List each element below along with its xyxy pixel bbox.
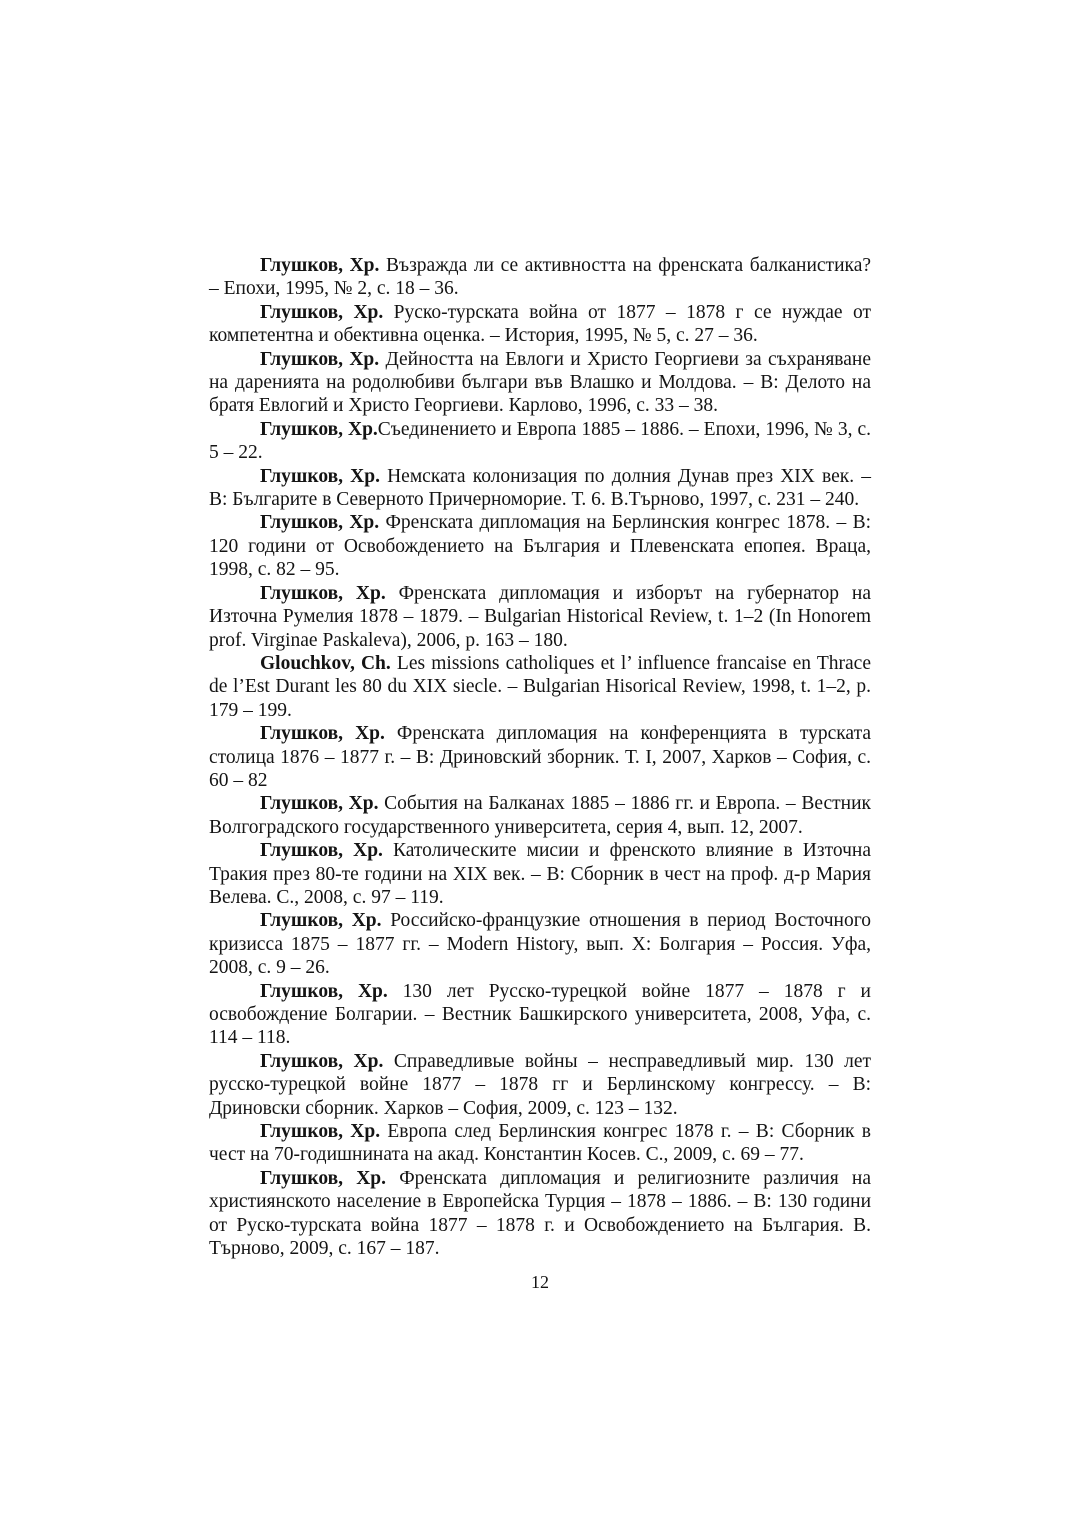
entry-author: Глушков, Хр.	[260, 255, 380, 276]
bibliography-entry	[209, 254, 871, 301]
entry-text: Френската дипломация и религиозните различия на християнското население в Европейска Турция – 1878 – 1886. – В: 130 години от Руско-турската война 1877 – 1878 г. и Освобождението на България. В. Търново, 2009, с. 167 – 187.	[209, 1167, 871, 1260]
entry-author: Глушков, Хр.	[260, 910, 382, 932]
entry-text: Френската дипломация на Берлинския конгрес 1878. – В: 120 години от Освобождението на България и Плевенската епопея. Враца, 1998, с. 82 – 95.	[209, 512, 871, 581]
entry-author: Глушков, Хр.	[260, 418, 378, 440]
entry-author: Глушков, Хр.	[260, 723, 385, 745]
bibliography-list	[209, 254, 871, 1260]
entry-text: 130 лет Русско-турецкой войне 1877 – 1878 г и освобождение Болгарии. – Вестник Башкирского университета, 2008, Уфа, с. 114 – 118.	[209, 980, 871, 1049]
entry-author: Глушков, Хр.	[260, 301, 384, 323]
entry-text: Справедливые войны – несправедливый мир. 130 лет русско-турецкой войне 1877 – 1878 гг и Берлинскому конгрессу. – В: Дриновски сборник. Харков – София, 2009, с. 123 – 132.	[209, 1050, 872, 1119]
entry-text: Дейността на Евлоги и Христо Георгиеви за съхраняване на даренията на родолюбиви българи във Влашко и Молдова. – В: Делото на братя Евлогий и Христо Георгиеви. Карлово, 1996, с. 33 – 38.	[209, 348, 871, 417]
bibliography-entry	[209, 722, 871, 792]
bibliography-entry	[209, 652, 871, 722]
bibliography-entry	[209, 348, 871, 418]
entry-author: Глушков, Хр.	[260, 1121, 381, 1143]
entry-text: Немската колонизация по долния Дунав през XIX век. – В: Българите в Северното Причерноморие. Т. 6. В.Търново, 1997, с. 231 – 240.	[209, 465, 872, 511]
entry-author: Glouchkov, Ch.	[260, 652, 391, 674]
entry-text: Российско-французкие отношения в период Восточного кризисса 1875 – 1877 гг. – Modern History, вып. X: Болгария – Россия. Уфа, 2008, с. 9 – 26.	[209, 910, 871, 979]
entry-author: Глушков, Хр.	[260, 465, 380, 487]
bibliography-entry	[209, 511, 871, 581]
entry-author: Глушков, Хр.	[260, 512, 380, 534]
entry-text: Руско-турската война от 1877 – 1878 г се нуждае от компетентна и обективна оценка. – История, 1995, № 5, с. 27 – 36.	[209, 301, 872, 347]
entry-author: Глушков, Хр.	[260, 348, 380, 370]
entry-author: Глушков, Хр.	[260, 980, 388, 1002]
entry-text: События на Балканах 1885 – 1886 гг. и Европа. – Вестник Волгоградского государственного университета, серия 4, вып. 12, 2007.	[209, 793, 872, 838]
entry-text: Католическите мисии и френското влияние в Източна Тракия през 80-те години на XIX век. – В: Сборник в чест на проф. д-р Мария Велева. С., 2008, с. 97 – 119.	[209, 840, 872, 908]
entry-text: Европа след Берлинския конгрес 1878 г. – В: Сборник в чест на 70-годишнината на акад. Константин Косев. С., 2009, с. 69 – 77.	[209, 1121, 871, 1166]
entry-text: Френската дипломация на конференцията в турската столица 1876 – 1877 г. – В: Дриновский зборник. Т. І, 2007, Харков – София, с. 60 – 82	[209, 723, 872, 791]
entry-author: Глушков, Хр.	[260, 1167, 387, 1189]
bibliography-entry	[209, 582, 871, 652]
entry-text: Френската дипломация и изборът на губернатор на Източна Румелия 1878 – 1879. – Bulgarian Historical Review, t. 1–2 (In Honorem prof. Virginae Paskaleva), 2006, p. 163 – 180.	[209, 582, 871, 651]
bibliography-entry	[209, 839, 871, 909]
bibliography-entry	[209, 418, 871, 465]
entry-author: Глушков, Хр.	[260, 1050, 384, 1072]
entry-author: Глушков, Хр.	[260, 840, 383, 862]
bibliography-entry	[209, 792, 871, 839]
bibliography-entry	[209, 1120, 871, 1167]
bibliography-entry	[209, 465, 871, 512]
entry-text: Съединението и Европа 1885 – 1886. – Епохи, 1996, № 3, с. 5 – 22.	[209, 418, 871, 464]
bibliography-entry	[209, 1050, 871, 1120]
bibliography-entry	[209, 301, 871, 348]
entry-author: Глушков, Хр.	[260, 793, 379, 815]
page-number: 12	[531, 1272, 549, 1292]
entry-author: Глушков, Хр.	[260, 582, 386, 604]
bibliography-entry	[209, 1167, 871, 1261]
bibliography-entry	[209, 909, 871, 979]
entry-text: Les missions catholiques et l’ influence francaise en Thrace de l’Est Durant les 80 du XIX siecle. – Bulgarian Hisorical Review, 1998, t. 1–2, p. 179 – 199.	[209, 652, 871, 721]
bibliography-entry	[209, 980, 871, 1050]
entry-text: Възражда ли се активността на френската балканистика? – Епохи, 1995, № 2, с. 18 – 36.	[209, 255, 872, 300]
